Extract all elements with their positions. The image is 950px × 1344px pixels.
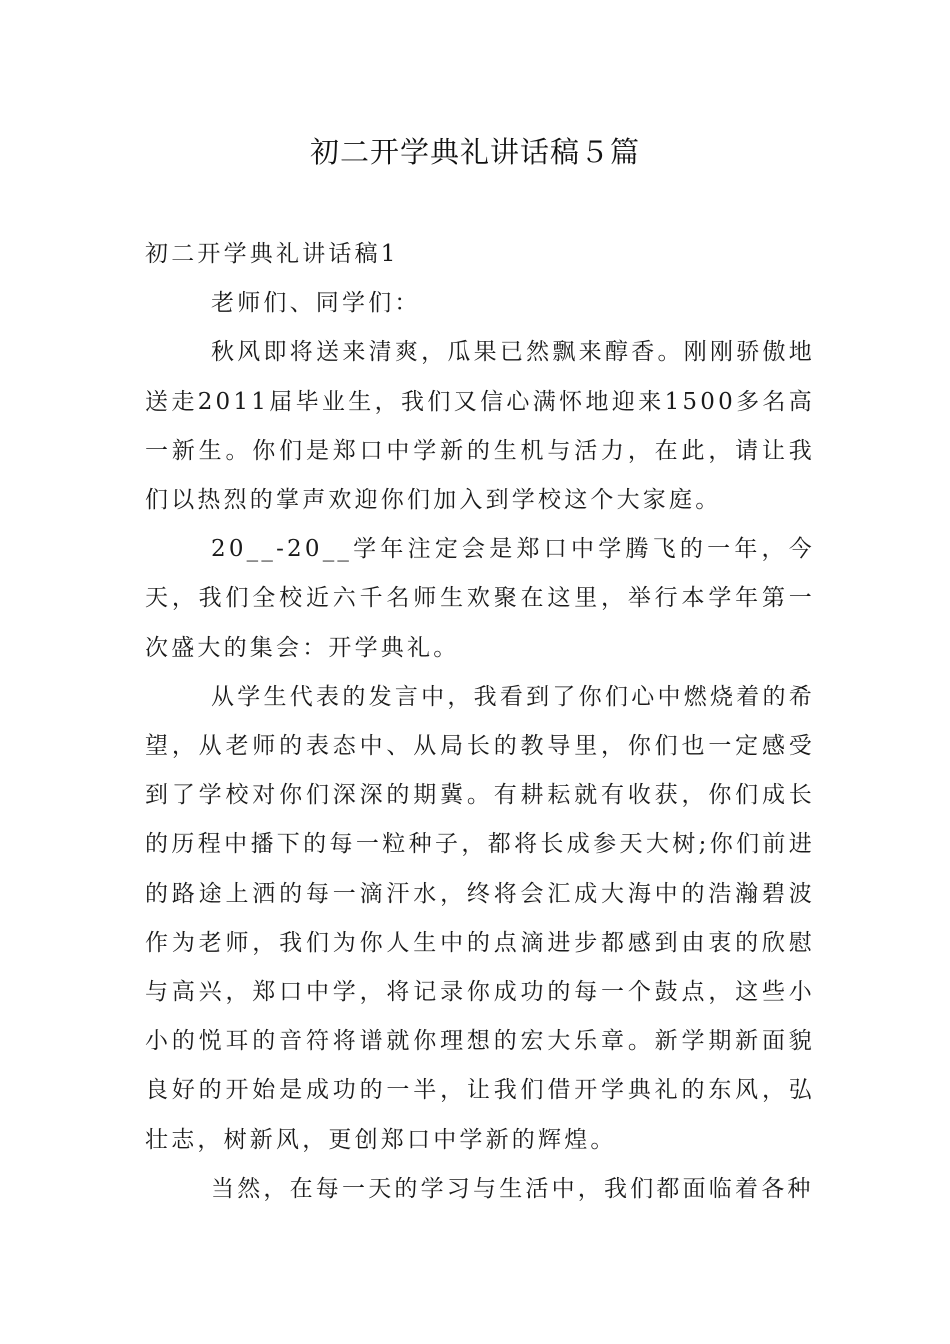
body-paragraph: 秋风即将送来清爽，瓜果已然飘来醇香。刚刚骄傲地送走2011届毕业生，我们又信心满怀地迎来1500多名高一新生。你们是郑口中学新的生机与活力，在此，请让我们以热烈的掌声欢迎你们加入到学校这个大家庭。 (145, 339, 815, 514)
section-heading: 初二开学典礼讲话稿1 (145, 241, 399, 267)
document-body (145, 230, 815, 1214)
body-paragraph: 从学生代表的发言中，我看到了你们心中燃烧着的希望，从老师的表态中、从局长的教导里，你们也一定感受到了学校对你们深深的期冀。有耕耘就有收获，你们成长的历程中播下的每一粒种子，都将长成参天大树;你们前进的路途上洒的每一滴汗水，终将会汇成大海中的浩瀚碧波作为老师，我们为你人生中的点滴进步都感到由衷的欣慰与高兴，郑口中学，将记录你成功的每一个鼓点，这些小小的悦耳的音符将谱就你理想的宏大乐章。新学期新面貌良好的开始是成功的一半，让我们借开学典礼的东风，弘壮志，树新风，更创郑口中学新的辉煌。 (145, 683, 815, 1153)
salutation-paragraph: 老师们、同学们： (211, 290, 421, 317)
body-paragraph: 20__-20__学年注定会是郑口中学腾飞的一年，今天，我们全校近六千名师生欢聚在这里，举行本学年第一次盛大的集会：开学典礼。 (145, 536, 815, 661)
body-paragraph: 当然，在每一天的学习与生活中，我们都面临着各种 (211, 1175, 814, 1202)
document-title: 初二开学典礼讲话稿５篇 (309, 135, 640, 169)
